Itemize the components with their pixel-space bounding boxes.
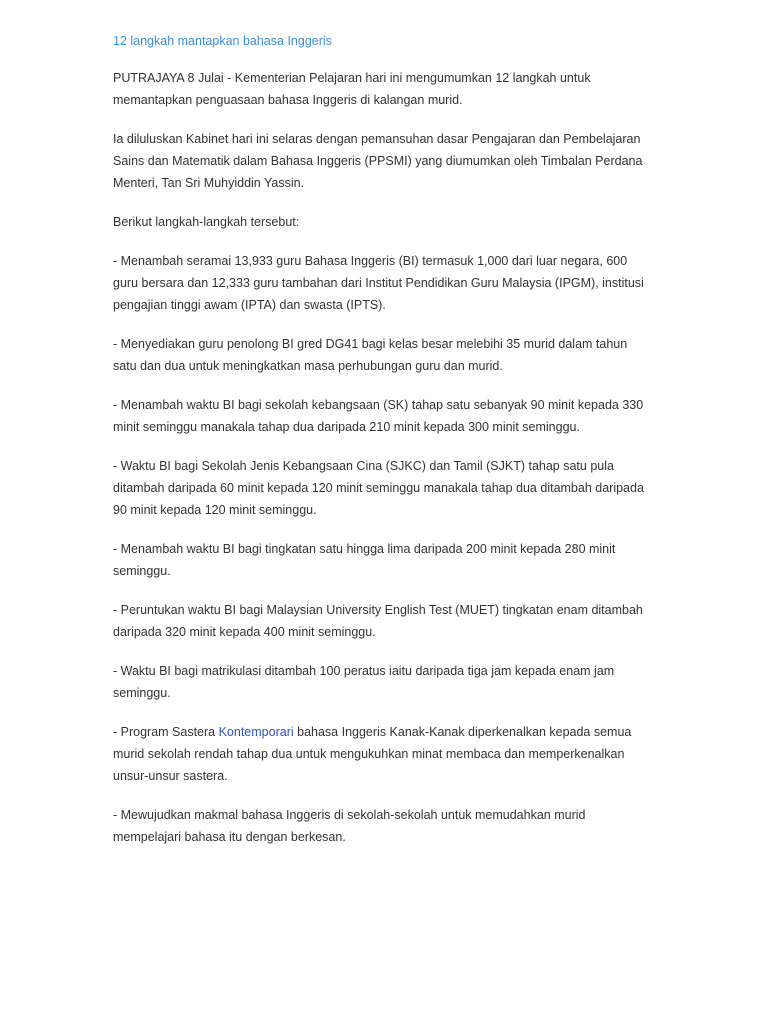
step-item-program [113, 721, 653, 787]
paragraph-steps-intro: Berikut langkah-langkah tersebut: [113, 215, 300, 229]
step-item: - Menambah waktu BI bagi sekolah kebangsaan (SK) tahap satu sebanyak 90 minit kepada 330 minit seminggu manakala tahap dua daripada 210 minit kepada 300 minit seminggu. [113, 398, 644, 434]
program-text-after: bahasa Inggeris Kanak-Kanak diperkenalkan kepada semua murid sekolah rendah tahap dua untuk mengukuhkan minat membaca dan memperkenalkan unsur-unsur sastera. [113, 725, 632, 783]
step-item: - Mewujudkan makmal bahasa Inggeris di sekolah-sekolah untuk memudahkan murid mempelajari bahasa itu dengan berkesan. [113, 808, 586, 844]
article [113, 32, 653, 865]
step-item: - Menambah seramai 13,933 guru Bahasa Inggeris (BI) termasuk 1,000 dari luar negara, 600 guru bersara dan 12,333 guru tambahan dari Institut Pendidikan Guru Malaysia (IPGM), institusi pengajian tinggi awam (IPTA) dan swasta (IPTS). [113, 254, 644, 312]
step-item: - Waktu BI bagi matrikulasi ditambah 100 peratus iaitu daripada tiga jam kepada enam jam seminggu. [113, 664, 615, 700]
paragraph-cabinet: Ia diluluskan Kabinet hari ini selaras dengan pemansuhan dasar Pengajaran dan Pembelajaran Sains dan Matematik dalam Bahasa Inggeris (PPSMI) yang diumumkan oleh Timbalan Perdana Menteri, Tan Sri Muhyiddin Yassin. [113, 132, 643, 190]
article-title[interactable]: 12 langkah mantapkan bahasa Inggeris [113, 34, 332, 48]
step-item: - Peruntukan waktu BI bagi Malaysian University English Test (MUET) tingkatan enam ditambah daripada 320 minit kepada 400 minit seminggu. [113, 603, 643, 639]
paragraph-intro: PUTRAJAYA 8 Julai - Kementerian Pelajaran hari ini mengumumkan 12 langkah untuk memantapkan penguasaan bahasa Inggeris di kalangan murid. [113, 71, 591, 107]
program-text-before: - Program Sastera [113, 725, 219, 739]
step-item: - Waktu BI bagi Sekolah Jenis Kebangsaan Cina (SJKC) dan Tamil (SJKT) tahap satu pula ditambah daripada 60 minit kepada 120 minit seminggu manakala tahap dua ditambah daripada 90 minit kepada 120 minit seminggu. [113, 459, 644, 517]
kontemporari-link[interactable]: Kontemporari [218, 725, 294, 739]
step-item: - Menambah waktu BI bagi tingkatan satu hingga lima daripada 200 minit kepada 280 minit seminggu. [113, 542, 616, 578]
step-item: - Menyediakan guru penolong BI gred DG41 bagi kelas besar melebihi 35 murid dalam tahun satu dan dua untuk meningkatkan masa perhubungan guru dan murid. [113, 337, 628, 373]
